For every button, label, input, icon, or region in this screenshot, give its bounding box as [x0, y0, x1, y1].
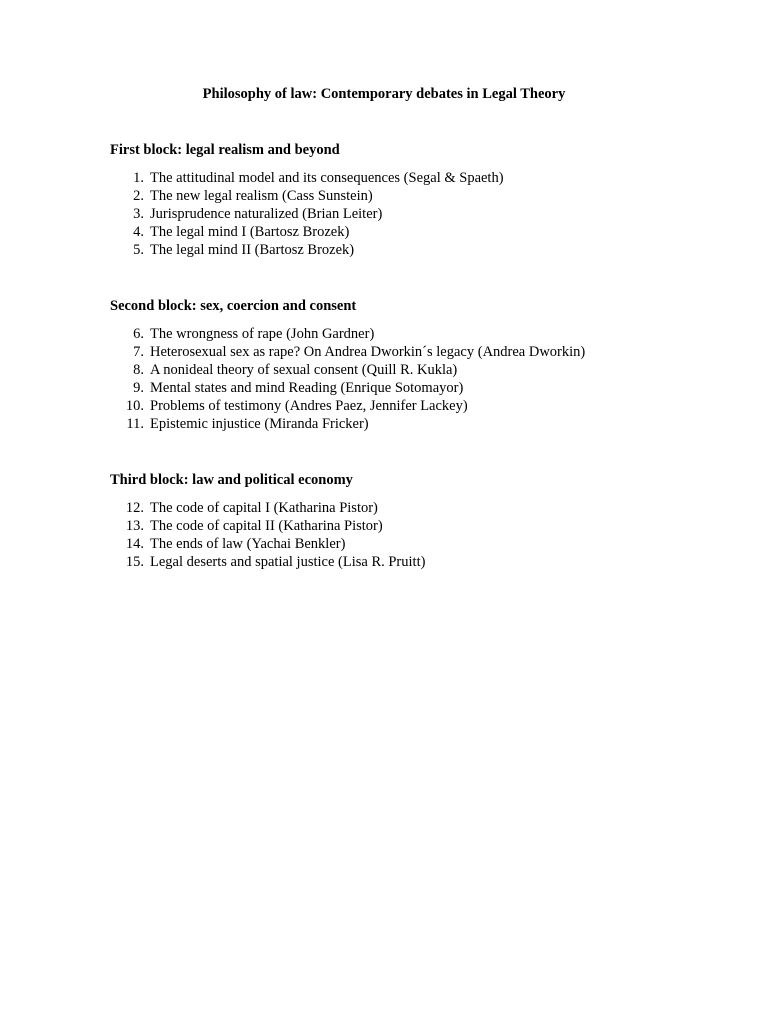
- list-item: [110, 415, 585, 433]
- item-number: 15.: [125, 554, 144, 570]
- list-item: [110, 397, 585, 415]
- item-number: 2.: [133, 188, 144, 204]
- item-number: 13.: [125, 518, 144, 534]
- list-item: [110, 241, 504, 259]
- item-text: The attitudinal model and its consequences (Segal & Spaeth): [150, 170, 504, 186]
- item-text: The new legal realism (Cass Sunstein): [150, 188, 373, 204]
- list-item: [110, 535, 425, 553]
- block-list-first: [110, 169, 504, 259]
- block-list-second: [110, 325, 585, 433]
- list-item: [110, 517, 425, 535]
- block-heading-second: Second block: sex, coercion and consent: [110, 298, 357, 314]
- document-title: Philosophy of law: Contemporary debates in Legal Theory: [202, 86, 566, 102]
- item-number: 8.: [133, 362, 144, 378]
- item-number: 12.: [125, 500, 144, 516]
- item-text: Legal deserts and spatial justice (Lisa R. Pruitt): [150, 554, 426, 570]
- list-item: [110, 187, 504, 205]
- item-text: Epistemic injustice (Miranda Fricker): [150, 416, 369, 432]
- item-text: The code of capital II (Katharina Pistor): [150, 518, 383, 534]
- item-text: Jurisprudence naturalized (Brian Leiter): [150, 206, 383, 222]
- item-text: The wrongness of rape (John Gardner): [150, 326, 375, 342]
- item-text: The ends of law (Yachai Benkler): [150, 536, 346, 552]
- item-text: The legal mind II (Bartosz Brozek): [150, 242, 355, 258]
- item-number: 11.: [126, 416, 144, 432]
- item-text: Problems of testimony (Andres Paez, Jennifer Lackey): [150, 398, 468, 414]
- item-number: 10.: [125, 398, 144, 414]
- list-item: [110, 343, 585, 361]
- item-number: 6.: [133, 326, 144, 342]
- item-number: 3.: [133, 206, 144, 222]
- list-item: [110, 499, 425, 517]
- item-number: 1.: [133, 170, 144, 186]
- item-text: A nonideal theory of sexual consent (Quill R. Kukla): [150, 362, 458, 378]
- list-item: [110, 169, 504, 187]
- list-item: [110, 553, 425, 571]
- item-number: 9.: [133, 380, 144, 396]
- list-item: [110, 205, 504, 223]
- list-item: [110, 223, 504, 241]
- item-text: The code of capital I (Katharina Pistor): [150, 500, 378, 516]
- list-item: [110, 325, 585, 343]
- item-number: 4.: [133, 224, 144, 240]
- block-list-third: [110, 499, 425, 571]
- item-number: 7.: [133, 344, 144, 360]
- item-number: 5.: [133, 242, 144, 258]
- block-heading-first: First block: legal realism and beyond: [110, 142, 340, 158]
- block-heading-third: Third block: law and political economy: [110, 472, 353, 488]
- list-item: [110, 379, 585, 397]
- item-text: Mental states and mind Reading (Enrique Sotomayor): [150, 380, 464, 396]
- item-text: Heterosexual sex as rape? On Andrea Dworkin´s legacy (Andrea Dworkin): [150, 344, 586, 360]
- item-text: The legal mind I (Bartosz Brozek): [150, 224, 350, 240]
- item-number: 14.: [125, 536, 144, 552]
- list-item: [110, 361, 585, 379]
